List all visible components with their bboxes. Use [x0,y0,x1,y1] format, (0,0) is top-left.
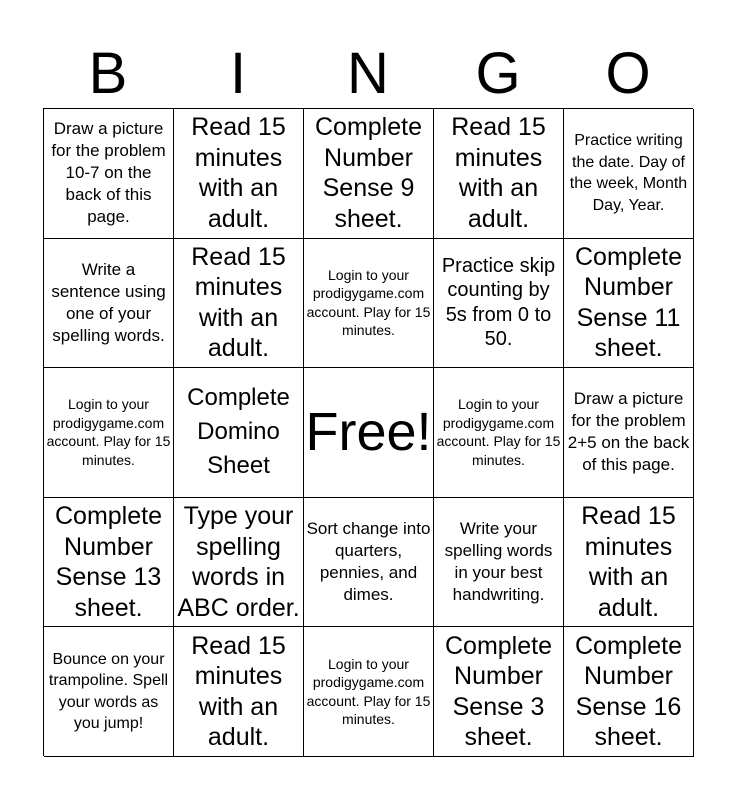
header-letter-o: O [605,41,651,106]
bingo-cell [44,239,174,369]
bingo-cell [434,239,564,369]
bingo-cell [304,498,434,628]
bingo-cell-text: Complete Number Sense 9 sheet. [315,113,422,233]
bingo-cell-text: Free! [305,402,432,463]
bingo-cell-text: Draw a picture for the problem 10-7 on the back of this page. [51,119,166,227]
bingo-cell-text: Practice writing the date. Day of the week, Month Day, Year. [569,132,688,214]
bingo-cell [44,109,174,239]
bingo-header [43,40,693,108]
bingo-cell-text: Login to your prodigygame.com account. Play for 15 minutes. [306,266,431,339]
bingo-cell [44,627,174,757]
bingo-cell-text: Read 15 minutes with an adult. [191,242,286,363]
bingo-cell [564,368,694,498]
bingo-cell-text: Draw a picture for the problem 2+5 on the back of this page. [567,389,690,475]
header-letter-i: I [229,41,247,106]
bingo-cell-free [304,368,434,498]
bingo-cell [564,627,694,757]
bingo-cell [44,498,174,628]
bingo-cell [434,498,564,628]
bingo-cell-text: Sort change into quarters, pennies, and dimes. [306,519,431,605]
bingo-cell-text: Write your spelling words in your best handwriting. [444,519,553,605]
bingo-cell-text: Complete Number Sense 3 sheet. [445,631,552,752]
header-letter-n: N [347,41,389,106]
bingo-cell [174,498,304,628]
bingo-cell [304,109,434,239]
bingo-cell [174,627,304,757]
bingo-cell [174,368,304,498]
bingo-cell-text: Login to your prodigygame.com account. Play for 15 minutes. [46,396,171,468]
bingo-cell [434,627,564,757]
bingo-cell-text: Type your spelling words in ABC order. [177,502,300,622]
bingo-cell-text: Complete Number Sense 16 sheet. [575,631,682,752]
header-letter-b: B [88,41,128,106]
bingo-cell [304,627,434,757]
bingo-cell [434,109,564,239]
bingo-cell-text: Bounce on your trampoline. Spell your words as you jump! [48,650,169,733]
bingo-cell-text: Login to your prodigygame.com account. Play for 15 minutes. [306,655,431,728]
bingo-cell-text: Complete Number Sense 13 sheet. [55,502,162,622]
bingo-cell-text: Login to your prodigygame.com account. Play for 15 minutes. [436,396,561,468]
header-letter-g: G [475,41,521,106]
bingo-cell [564,239,694,369]
bingo-cell [304,239,434,369]
bingo-cell-text: Complete Number Sense 11 sheet. [575,242,682,363]
bingo-cell [564,109,694,239]
bingo-cell [434,368,564,498]
bingo-cell-text: Read 15 minutes with an adult. [581,502,676,622]
bingo-cell-text: Complete Domino Sheet [187,384,290,480]
bingo-grid [43,108,693,756]
bingo-cell-text: Read 15 minutes with an adult. [451,113,546,233]
bingo-cell [174,239,304,369]
bingo-cell-text: Read 15 minutes with an adult. [191,113,286,233]
bingo-cell [44,368,174,498]
bingo-cell-text: Practice skip counting by 5s from 0 to 50. [441,254,556,351]
bingo-cell [174,109,304,239]
bingo-cell-text: Write a sentence using one of your spelling words. [51,259,166,345]
bingo-cell-text: Read 15 minutes with an adult. [191,631,286,752]
bingo-cell [564,498,694,628]
